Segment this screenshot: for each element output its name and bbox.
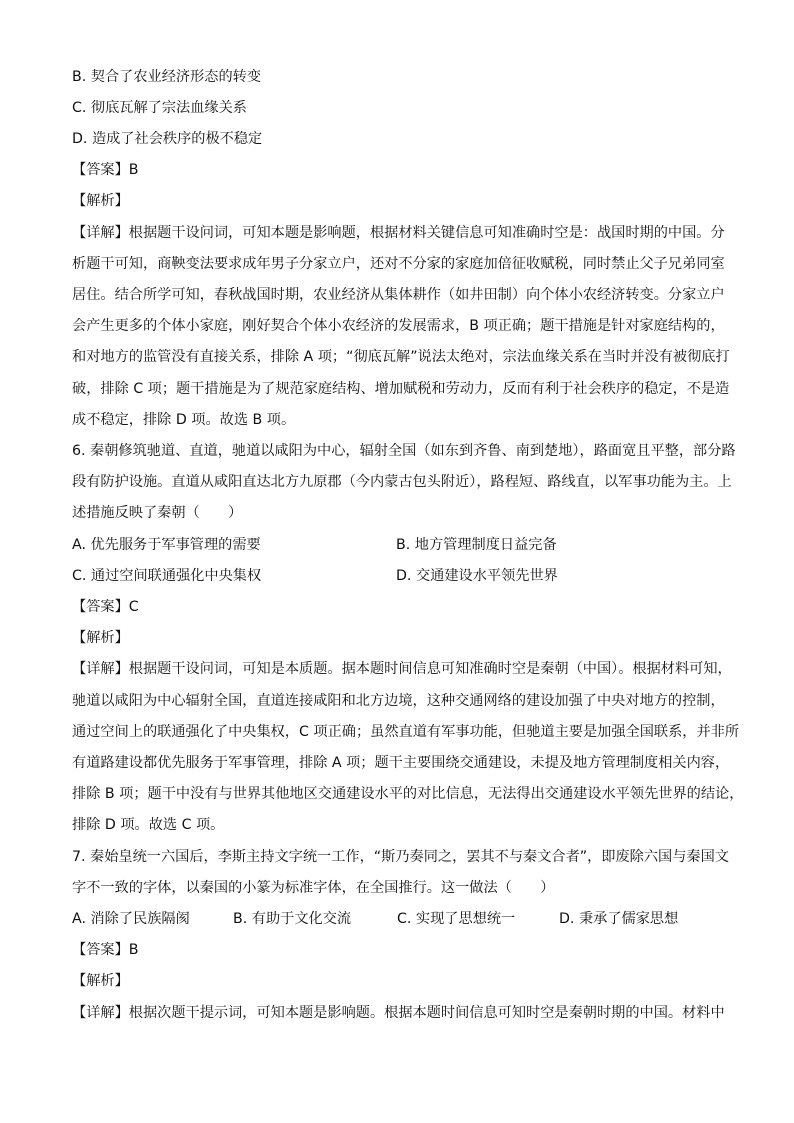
q7-stem-line: 字不一致的字体，以秦国的小篆为标准字体，在全国推行。这一做法（ ） [72, 880, 555, 896]
q6-detail-line: 排除 B 项；题干中没有与世界其他地区交通建设水平的对比信息，无法得出交通建设水平领先世界的结论， [72, 786, 744, 802]
q7-option-d: D. 秉承了儒家思想 [559, 911, 679, 927]
q7-stem-line: 7. 秦始皇统一六国后，李斯主持文字统一工作，“斯乃奏同之，罢其不与秦文合者”，即废除六国与秦国文 [72, 849, 729, 865]
q5-detail-line: 破，排除 C 项；题干措施是为了规范家庭结构、增加赋税和劳动力，反而有利于社会秩序的稳定，不是造 [72, 381, 730, 397]
q6-option-d: D. 交通建设水平领先世界 [396, 568, 558, 584]
q5-detail-line: 【详解】根据题干设问词，可知本题是影响题，根据材料关键信息可知准确时空是：战国时期的中国。分 [72, 225, 725, 241]
q6-option-b: B. 地方管理制度日益完备 [396, 537, 557, 553]
q6-detail-line: 【详解】根据题干设问词，可知是本质题。据本题时间信息可知准确时空是秦朝（中国）。根据材料可知， [72, 661, 732, 677]
q6-answer: 【答案】C [72, 599, 139, 615]
q6-detail-line: 驰道以咸阳为中心辐射全国，直道连接咸阳和北方边境，这种交通网络的建设加强了中央对地方的控制， [72, 693, 725, 709]
q6-detail-line: 有道路建设都优先服务于军事管理，排除 A 项；题干主要围绕交通建设，未提及地方管理制度相关内容， [72, 755, 730, 771]
q7-answer: 【答案】B [72, 942, 139, 958]
q7-analysis-label: 【解析】 [72, 973, 129, 989]
q6-option-a: A. 优先服务于军事管理的需要 [72, 537, 261, 553]
q6-analysis-label: 【解析】 [72, 630, 129, 646]
q6-stem-line: 述措施反映了秦朝（ ） [72, 505, 243, 521]
q5-detail-line: 会产生更多的个体小家庭，刚好契合个体小农经济的发展需求，B 项正确；题干措施是针对家庭结构的， [72, 318, 725, 334]
q6-option-c: C. 通过空间联通强化中央集权 [72, 568, 262, 584]
q5-detail-line: 和对地方的监管没有直接关系，排除 A 项；“彻底瓦解”说法太绝对，宗法血缘关系在当时并没有被彻底打 [72, 349, 730, 365]
q6-stem-line: 6. 秦朝修筑驰道、直道，驰道以咸阳为中心，辐射全国（如东到齐鲁、南到楚地），路面宽且平整，部分路 [72, 443, 736, 459]
q5-detail-line: 居住。结合所学可知，春秋战国时期，农业经济从集体耕作（如井田制）向个体小农经济转变。分家立户 [72, 287, 725, 303]
q6-detail-line: 通过空间上的联通强化了中央集权，C 项正确；虽然直道有军事功能，但驰道主要是加强全国联系，并非所 [72, 724, 740, 740]
q5-analysis-label: 【解析】 [72, 193, 129, 209]
q7-option-a: A. 消除了民族隔阂 [72, 911, 190, 927]
q5-option-b: B. 契合了农业经济形态的转变 [72, 69, 262, 85]
q7-detail-line: 【详解】根据次题干提示词，可知本题是影响题。根据本题时间信息可知时空是秦朝时期的中国。材料中 [72, 1005, 725, 1021]
q7-option-c: C. 实现了思想统一 [397, 911, 516, 927]
q5-detail-line: 成不稳定，排除 D 项。故选 B 项。 [72, 412, 296, 428]
q6-stem-line: 段有防护设施。直道从咸阳直达北方九原郡（今内蒙古包头附近），路程短、路线直，以军事功能为主。上 [72, 474, 732, 490]
q5-option-c: C. 彻底瓦解了宗法血缘关系 [72, 100, 247, 116]
q5-detail-line: 析题干可知，商鞅变法要求成年男子分家立户，还对不分家的家庭加倍征收赋税，同时禁止父子兄弟同室 [72, 256, 725, 272]
q5-answer: 【答案】B [72, 162, 139, 178]
q7-option-b: B. 有助于文化交流 [233, 911, 352, 927]
q6-detail-line: 排除 D 项。故选 C 项。 [72, 817, 225, 833]
q5-option-d: D. 造成了社会秩序的极不稳定 [72, 131, 263, 147]
